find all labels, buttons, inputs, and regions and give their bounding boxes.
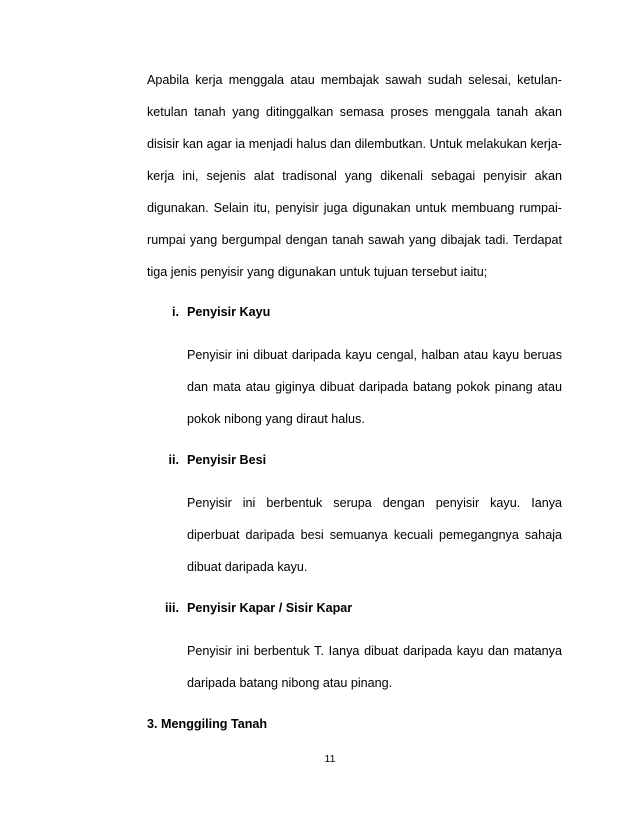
item-line: Penyisir ini berbentuk T. Ianya dibuat daripada kayu dan matanya <box>187 644 562 658</box>
list-marker: ii. <box>168 453 179 467</box>
section-heading: 3. Menggiling Tanah <box>147 717 268 731</box>
item-line: dibuat daripada kayu. <box>187 560 308 574</box>
intro-line-1: Apabila kerja menggala atau membajak sawah sudah selesai, ketulan- <box>147 73 562 87</box>
intro-line-5: digunakan. Selain itu, penyisir juga digunakan untuk membuang rumpai- <box>147 201 562 215</box>
intro-line-4: kerja ini, sejenis alat tradisonal yang dikenali sebagai penyisir akan <box>147 169 562 183</box>
list-marker: iii. <box>165 601 179 615</box>
intro-line-2: ketulan tanah yang ditinggalkan semasa proses menggala tanah akan <box>147 105 562 119</box>
item-heading: Penyisir Besi <box>187 453 267 467</box>
list-marker: i. <box>172 305 179 319</box>
item-heading: Penyisir Kapar / Sisir Kapar <box>187 601 353 615</box>
item-line: Penyisir ini dibuat daripada kayu cengal, halban atau kayu beruas <box>187 348 562 362</box>
intro-line-3: disisir kan agar ia menjadi halus dan dilembutkan. Untuk melakukan kerja- <box>147 137 562 151</box>
intro-line-6: rumpai yang bergumpal dengan tanah sawah yang dibajak tadi. Terdapat <box>147 233 562 247</box>
item-line: diperbuat daripada besi semuanya kecuali pemegangnya sahaja <box>187 528 562 542</box>
page-number: 11 <box>324 753 336 765</box>
item-line: pokok nibong yang diraut halus. <box>187 412 365 426</box>
item-line: daripada batang nibong atau pinang. <box>187 676 393 690</box>
item-line: dan mata atau giginya dibuat daripada batang pokok pinang atau <box>187 380 562 394</box>
item-line: Penyisir ini berbentuk serupa dengan penyisir kayu. Ianya <box>187 496 562 510</box>
item-heading: Penyisir Kayu <box>187 305 271 319</box>
intro-line-7: tiga jenis penyisir yang digunakan untuk tujuan tersebut iaitu; <box>147 265 488 279</box>
